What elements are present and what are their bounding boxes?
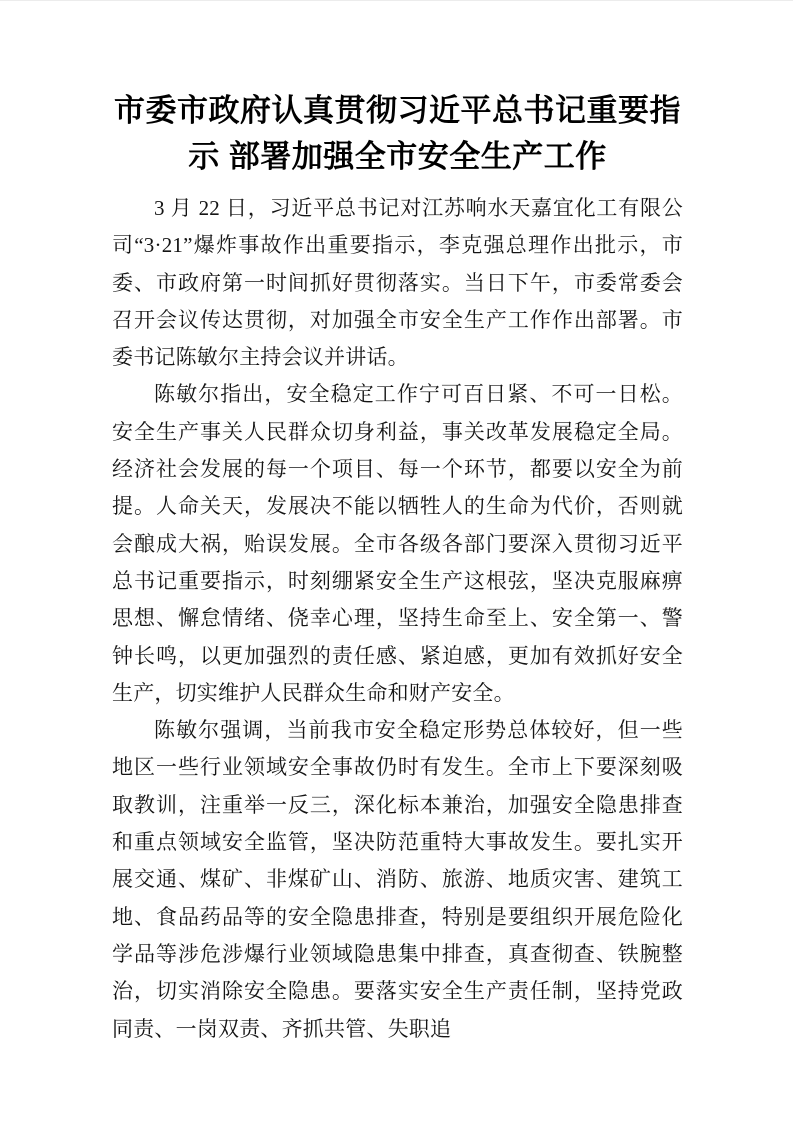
paragraph-2: 陈敏尔指出，安全稳定工作宁可百日紧、不可一日松。安全生产事关人民群众切身利益，事关改革发展稳定全局。经济社会发展的每一个项目、每一个环节，都要以安全为前提。人命关天，发展决不能以牺牲人的生命为代价，否则就会酿成大祸，贻误发展。全市各级各部门要深入贯彻习近平总书记重要指示，时刻绷紧安全生产这根弦，坚决克服麻痹思想、懈怠情绪、侥幸心理，坚持生命至上、安全第一、警钟长鸣，以更加强烈的责任感、紧迫感，更加有效抓好安全生产，切实维护人民群众生命和财产安全。 (112, 382, 683, 705)
paragraph-3: 陈敏尔强调，当前我市安全稳定形势总体较好，但一些地区一些行业领域安全事故仍时有发生。全市上下要深刻吸取教训，注重举一反三，深化标本兼治，加强安全隐患排查和重点领域安全监管，坚决防范重特大事故发生。要扎实开展交通、煤矿、非煤矿山、消防、旅游、地质灾害、建筑工地、食品药品等的安全隐患排查，特别是要组织开展危险化学品等涉危涉爆行业领域隐患集中排查，真查彻查、铁腕整治，切实消除安全隐患。要落实安全生产责任制，坚持党政同责、一岗双责、齐抓共管、失职追 (112, 718, 683, 1041)
document-title-line-1: 市委市政府认真贯彻习近平总书记重要指 (114, 93, 681, 128)
document-body (112, 190, 683, 1048)
paragraph-1: 3 月 22 日，习近平总书记对江苏响水天嘉宜化工有限公司“3·21”爆炸事故作出重要指示，李克强总理作出批示，市委、市政府第一时间抓好贯彻落实。当日下午，市委常委会召开会议传达贯彻，对加强全市安全生产工作作出部署。市委书记陈敏尔主持会议并讲话。 (112, 196, 683, 370)
document-title (112, 88, 683, 180)
document-title-line-2: 示 部署加强全市安全生产工作 (188, 139, 607, 174)
